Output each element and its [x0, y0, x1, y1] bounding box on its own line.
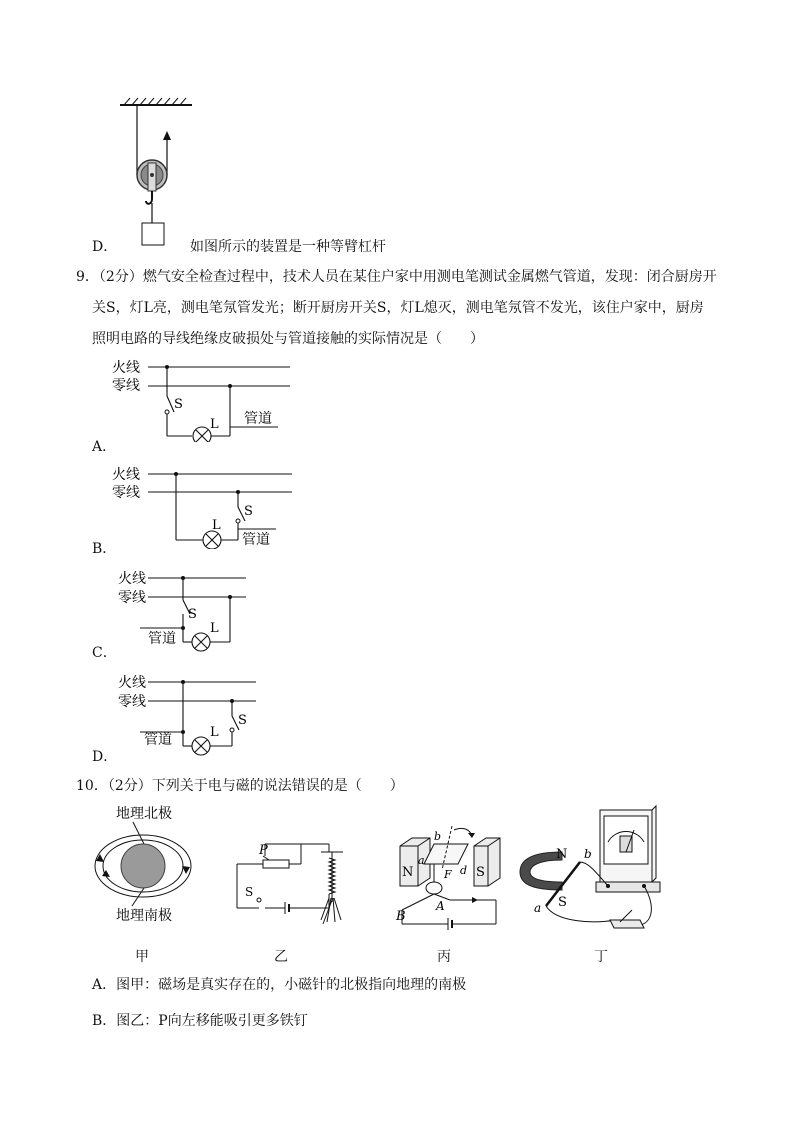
circuit-d-pipe-label: 管道: [144, 732, 172, 748]
fig-ding-s-label: S: [558, 895, 567, 910]
circuit-b-neutral-label: 零线: [112, 485, 140, 501]
q9-stem-line1: 9．（2分）燃气安全检查过程中，技术人员在某住户家中用测电笔测试金属燃气管道，发现：闭合厨房开: [76, 269, 717, 285]
fig-bing-big-b-label: B: [396, 909, 406, 924]
q9-option-d: D．: [92, 749, 118, 765]
circuit-a-neutral-label: 零线: [112, 378, 140, 394]
circuit-b-pipe-label: 管道: [242, 532, 270, 548]
fig-bing-caption: 丙: [437, 949, 451, 965]
circuit-c-switch-label: S: [188, 607, 197, 622]
circuit-d-live-label: 火线: [118, 675, 146, 691]
circuit-d-switch-label: S: [238, 713, 247, 728]
circuit-a: [112, 356, 302, 442]
fig-jia-south-label: 地理南极: [116, 908, 172, 924]
fig-yi-electromagnet: [225, 838, 355, 934]
circuit-d-lamp-label: L: [210, 725, 219, 740]
circuit-c-pipe-label: 管道: [148, 631, 176, 647]
fig-ding-induction: [516, 802, 676, 942]
fig-jia-caption: 甲: [135, 949, 149, 965]
circuit-c-live-label: 火线: [118, 571, 146, 587]
q9-stem-line3: 照明电路的导线绝缘皮破损处与管道接触的实际情况是（ ）: [92, 331, 484, 347]
q10-option-b: B．图乙：P向左移能吸引更多铁钉: [92, 1013, 308, 1029]
fig-bing-b-label: b: [434, 830, 442, 843]
circuit-b-lamp-label: L: [212, 518, 221, 533]
fig-yi-s-label: S: [245, 885, 254, 899]
fig-bing-f-label: F: [444, 868, 452, 881]
fig-bing-motor: [392, 820, 510, 936]
circuit-b-live-label: 火线: [112, 467, 140, 483]
circuit-a-lamp-label: L: [210, 417, 219, 432]
fig-ding-caption: 丁: [594, 949, 608, 965]
fig-bing-big-a-label: A: [436, 899, 445, 913]
fig-jia-north-label: 地理北极: [116, 806, 172, 822]
fig-ding-a-label: a: [534, 901, 542, 915]
circuit-b: [112, 463, 302, 549]
fig-yi-caption: 乙: [274, 949, 288, 965]
fig-bing-a-label: a: [418, 854, 425, 867]
fig-bing-n-label: N: [402, 865, 414, 880]
q8-option-d-text: 如图所示的装置是一种等臂杠杆: [190, 239, 386, 255]
q10-stem: 10．（2分）下列关于电与磁的说法错误的是（ ）: [76, 778, 404, 794]
fig-yi-p-label: P: [259, 843, 268, 858]
q9-option-b: B．: [92, 541, 117, 557]
circuit-b-switch-label: S: [244, 504, 253, 519]
fig-jia-earth-field: [88, 804, 198, 928]
pulley-figure: [110, 95, 200, 255]
q8-option-d-letter: D．: [92, 239, 118, 255]
fig-bing-s-label: S: [476, 865, 485, 880]
circuit-c: [112, 568, 262, 654]
q10-option-a: A．图甲：磁场是真实存在的，小磁针的北极指向地理的南极: [92, 977, 467, 993]
circuit-a-live-label: 火线: [112, 360, 140, 376]
circuit-d: [112, 672, 272, 758]
fig-bing-d-label: d: [460, 864, 468, 877]
q9-option-a: A．: [92, 439, 117, 455]
circuit-a-pipe-label: 管道: [244, 411, 272, 427]
fig-ding-b-label: b: [584, 847, 592, 861]
circuit-d-neutral-label: 零线: [118, 694, 146, 710]
circuit-c-neutral-label: 零线: [118, 590, 146, 606]
circuit-c-lamp-label: L: [210, 621, 219, 636]
q9-option-c: C．: [92, 645, 117, 661]
q9-stem-line2: 关S，灯L亮，测电笔氖管发光；断开厨房开关S，灯L熄灭，测电笔氖管不发光，该住户家中，厨房: [92, 300, 704, 316]
fig-ding-n-label: N: [556, 847, 568, 862]
circuit-a-switch-label: S: [174, 397, 183, 412]
